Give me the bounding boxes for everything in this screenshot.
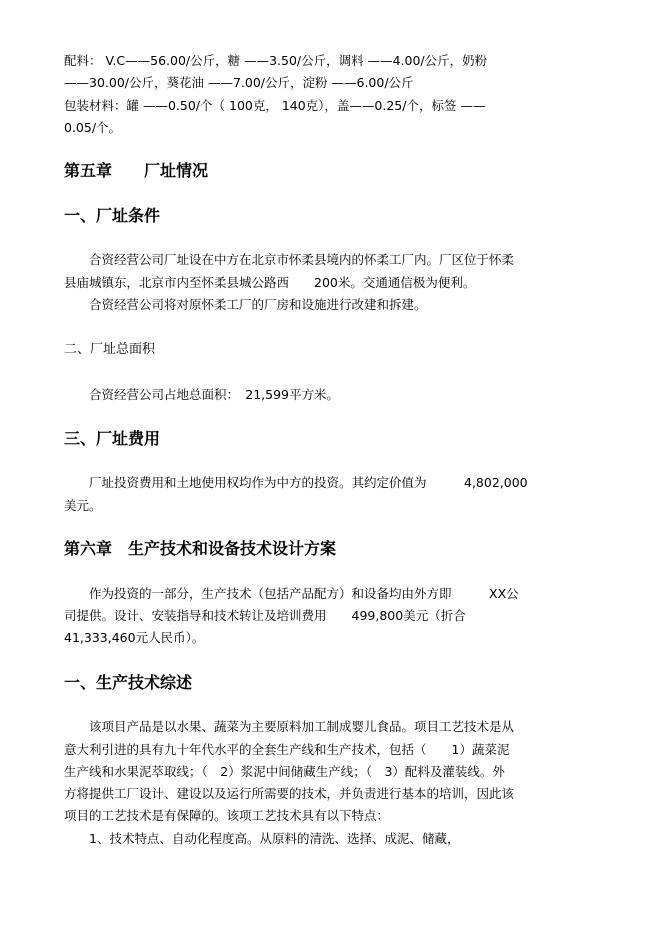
text-line: 方将提供工厂设计、建设以及运行所需要的技术，并负责进行基本的培训，因此该 xyxy=(64,786,515,801)
text-line: 0.05/个。 xyxy=(64,120,122,135)
section-heading: 一、厂址条件 xyxy=(64,206,161,225)
text-line: 该项目产品是以水果、蔬菜为主要原料加工制成婴儿食品。项目工艺技术是从 xyxy=(89,719,515,734)
text-line: 包装材料：罐 ——0.50/个（ 100克， 140克），盖——0.25/个，标签 —— xyxy=(64,98,486,113)
text-line: 41,333,460元人民币）。 xyxy=(64,630,205,645)
chapter-heading: 第五章 厂址情况 xyxy=(64,161,209,180)
text-line: 合资经营公司将对原怀柔工厂的厂房和设施进行改建和拆建。 xyxy=(89,297,427,312)
section-heading: 一、生产技术综述 xyxy=(64,673,193,692)
text-line: 生产线和水果泥萃取线；（ 2）浆泥中间储藏生产线；（ 3）配料及灌装线。外 xyxy=(64,764,505,779)
text-line: 县庙城镇东，北京市内至怀柔县城公路西 200米。交通通信极为便利。 xyxy=(64,275,476,290)
text-line: 意大利引进的具有九十年代水平的全套生产线和生产技术，包括（ 1）蔬菜泥 xyxy=(64,742,510,757)
text-line: 美元。 xyxy=(64,498,102,513)
text-line: 合资经营公司厂址设在中方在北京市怀柔县境内的怀柔工厂内。厂区位于怀柔 xyxy=(89,252,515,267)
chapter-heading: 第六章 生产技术和设备技术设计方案 xyxy=(64,539,337,558)
section-heading: 二、厂址总面积 xyxy=(64,342,156,357)
section-heading: 三、厂址费用 xyxy=(64,429,161,448)
text-line: 作为投资的一部分，生产技术（包括产品配方）和设备均由外方即 XX公 xyxy=(89,586,519,601)
text-line: ——30.00/公斤，葵花油 ——7.00/公斤，淀粉 ——6.00/公斤 xyxy=(64,75,414,90)
text-line: 厂址投资费用和土地使用权均作为中方的投资。其约定价值为 4,802,000 xyxy=(89,475,528,490)
text-line: 项目的工艺技术是有保障的。该项工艺技术具有以下特点： xyxy=(64,808,390,823)
text-line: 司提供。设计、安装指导和技术转让及培训费用 499,800美元（折合 xyxy=(64,608,466,623)
text-line: 合资经营公司占地总面积： 21,599平方米。 xyxy=(89,387,339,402)
text-line: 1、技术特点、自动化程度高。从原料的清洗、选择、成泥、储藏， xyxy=(89,831,460,846)
text-line: 配料： V.C——56.00/公斤，糖 ——3.50/公斤，调料 ——4.00/公斤，奶粉 xyxy=(64,53,488,68)
